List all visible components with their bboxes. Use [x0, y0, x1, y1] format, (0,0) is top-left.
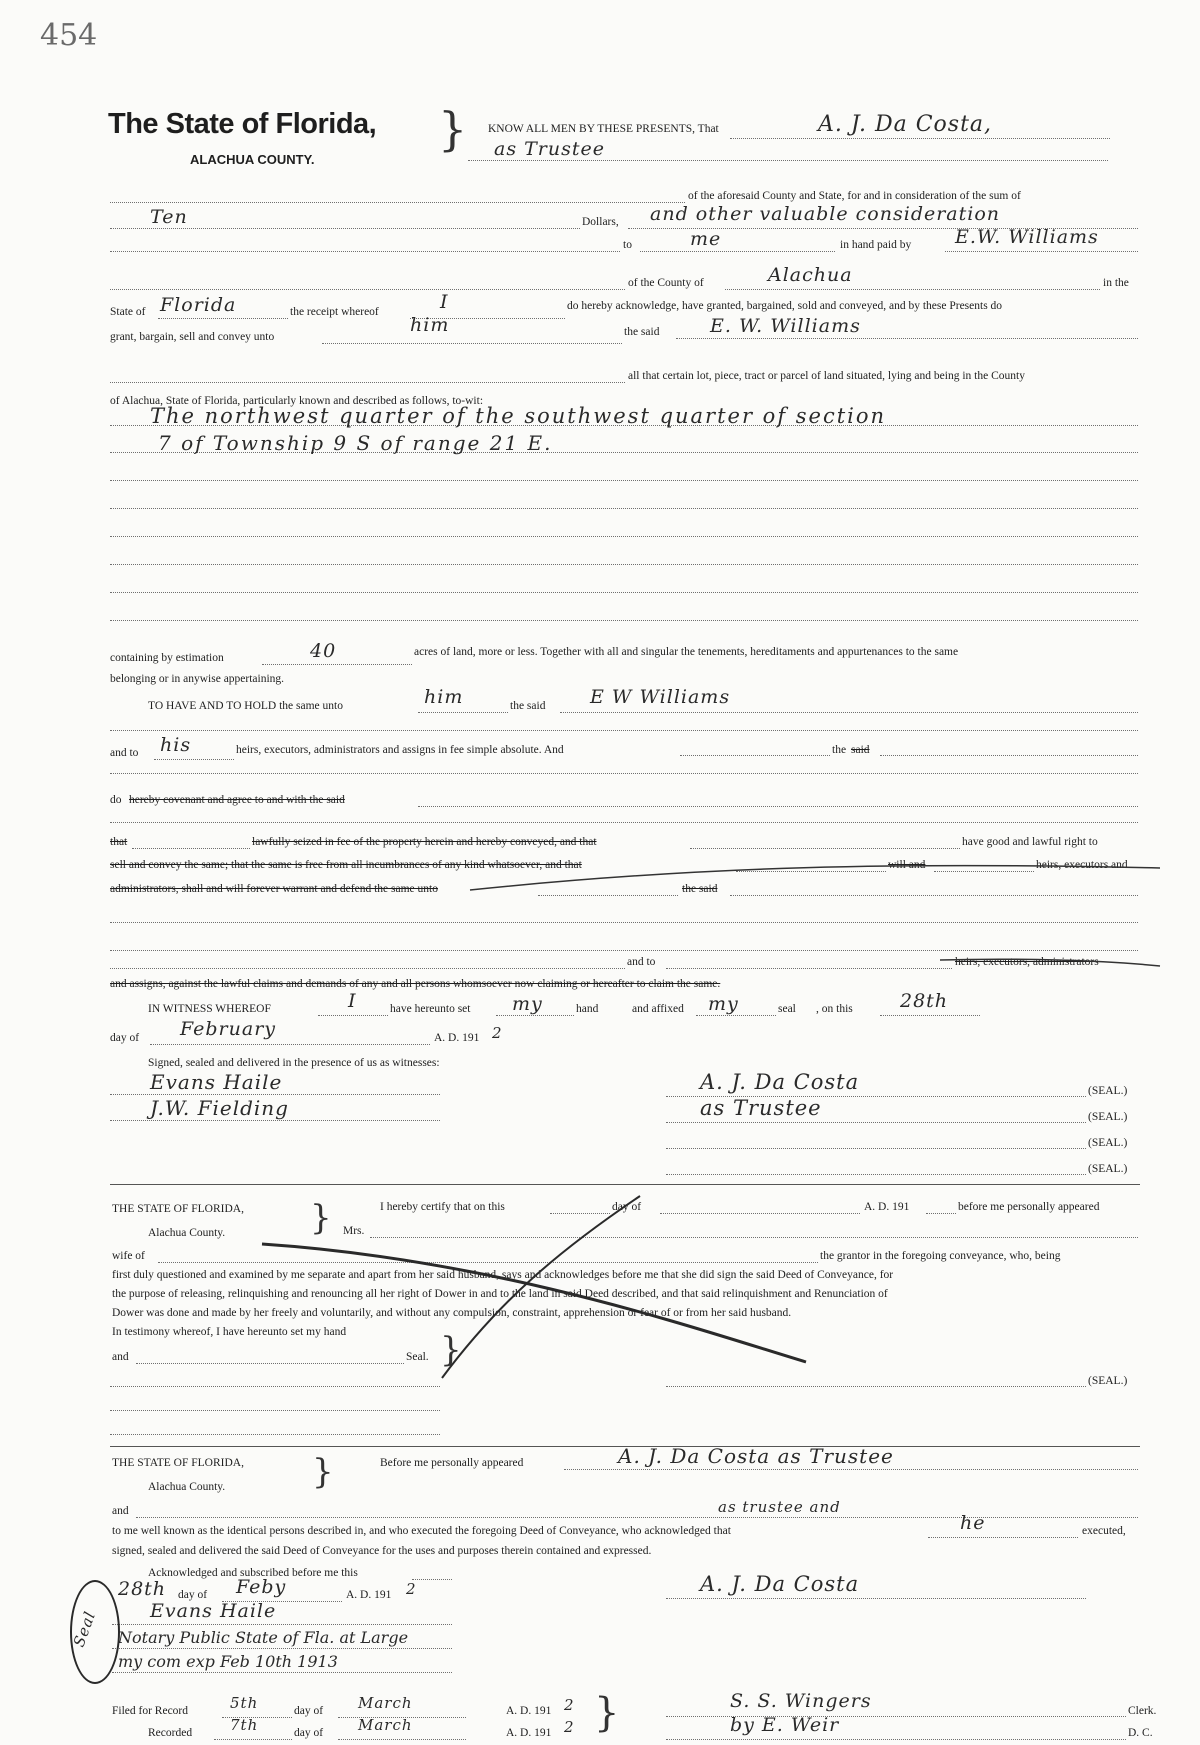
- in-the-label: in the: [1103, 277, 1129, 289]
- ack-year-handwritten: 2: [406, 1580, 417, 1598]
- appeared-handwritten: A. J. Da Costa as Trustee: [618, 1444, 894, 1468]
- filed-day-of: day of: [294, 1705, 324, 1717]
- administrators-struck: administrators, shall and will forever warrant and defend the same unto: [110, 883, 438, 895]
- seal-label-2: (SEAL.): [1088, 1111, 1128, 1123]
- ack-day-handwritten: 28th: [118, 1578, 167, 1600]
- signature-2-handwritten: as Trustee: [700, 1096, 822, 1120]
- other-consideration-handwritten: and other valuable consideration: [650, 203, 1001, 225]
- year-handwritten: 2: [492, 1024, 503, 1042]
- header-brace: }: [438, 102, 468, 156]
- ack-month-handwritten: Feby: [236, 1576, 287, 1598]
- page-number: 454: [40, 18, 98, 53]
- signed-text: Signed, sealed and delivered in the presence of us as witnesses:: [148, 1057, 440, 1069]
- hand-label: hand: [576, 1003, 599, 1015]
- dower-brace-2: }: [440, 1330, 462, 1370]
- acres-handwritten: 40: [310, 640, 337, 662]
- affixed-label: and affixed: [632, 1003, 684, 1015]
- witness-label: IN WITNESS WHEREOF: [148, 1003, 271, 1015]
- grantee-handwritten: E. W. Williams: [710, 315, 861, 337]
- filed-month-handwritten: March: [358, 1694, 413, 1712]
- dower-state: THE STATE OF FLORIDA,: [112, 1203, 244, 1215]
- ack-signature-handwritten: A. J. Da Costa: [700, 1572, 860, 1596]
- hand-handwritten: my: [512, 993, 543, 1015]
- to-label: to: [623, 239, 632, 251]
- wife-of-label: wife of: [112, 1250, 145, 1262]
- dower-and: and: [112, 1351, 129, 1363]
- dower-seal-label: (SEAL.): [1088, 1375, 1128, 1387]
- recorded-label: Recorded: [148, 1727, 193, 1739]
- notary-title-handwritten: Notary Public State of Fla. at Large: [118, 1628, 409, 1647]
- seal-label-4: (SEAL.): [1088, 1163, 1128, 1175]
- ack-and: and: [112, 1505, 129, 1517]
- dower-brace: }: [310, 1198, 332, 1238]
- document-title: The State of Florida,: [108, 108, 377, 140]
- ack-paragraph-2: signed, sealed and delivered the said Deed of Conveyance for the uses and purposes therein contained and expressed.: [112, 1545, 652, 1557]
- grant-handwritten: him: [410, 314, 450, 336]
- testimony-text: In testimony whereof, I have hereunto set my hand: [112, 1326, 347, 1338]
- heirs-exec-2-struck: heirs, executors, administrators: [955, 956, 1099, 968]
- filed-ad: A. D. 191: [506, 1705, 552, 1717]
- seal-label-1: (SEAL.): [1088, 1085, 1128, 1097]
- the-said-label: the said: [624, 326, 660, 338]
- lawfully-struck: lawfully seized in fee of the property herein and hereby conveyed, and that: [252, 836, 597, 848]
- heirs-exec-text: heirs, executors and: [1036, 859, 1128, 871]
- of-alachua-text: of Alachua, State of Florida, particularly known and described as follows, to-wit:: [110, 395, 484, 407]
- assigns-struck: and assigns, against the lawful claims and demands of any and all persons whomsoever now claiming or hereafter to claim the same.: [110, 978, 721, 990]
- containing-label: containing by estimation: [110, 652, 224, 664]
- dower-day-of: day of: [612, 1201, 642, 1213]
- grantor-text: the grantor in the foregoing conveyance, who, being: [820, 1250, 1061, 1262]
- habendum-name-handwritten: E W Williams: [590, 686, 731, 708]
- paid-by-label: in hand paid by: [840, 239, 912, 251]
- state-of-label: State of: [110, 306, 146, 318]
- witness-2-handwritten: J.W. Fielding: [150, 1096, 289, 1120]
- dower-ad: A. D. 191: [864, 1201, 910, 1213]
- record-brace: }: [594, 1690, 620, 1736]
- commission-handwritten: my com exp Feb 10th 1913: [118, 1652, 338, 1671]
- the-label: the: [832, 744, 847, 756]
- dower-county: Alachua County.: [148, 1227, 226, 1239]
- recorded-ad: A. D. 191: [506, 1727, 552, 1739]
- ack-day-of: day of: [178, 1589, 208, 1601]
- deputy-clerk-handwritten: by E. Weir: [730, 1714, 840, 1736]
- notary-name-handwritten: Evans Haile: [150, 1600, 277, 1622]
- seal-label-3: (SEAL.): [1088, 1137, 1128, 1149]
- clerk-handwritten: S. S. Wingers: [730, 1690, 872, 1712]
- receipt-label: the receipt whereof: [290, 306, 379, 318]
- recorded-year-handwritten: 2: [564, 1718, 575, 1736]
- belonging-text: belonging or in anywise appertaining.: [110, 673, 285, 685]
- will-and-struck: will and: [888, 859, 926, 871]
- have-set-label: have hereunto set: [390, 1003, 471, 1015]
- acres-text: acres of land, more or less. Together with all and singular the tenements, hereditaments and appurtenances to the same: [414, 646, 959, 658]
- acknowledged-text: Acknowledged and subscribed before me this: [148, 1567, 358, 1579]
- filed-year-handwritten: 2: [564, 1696, 575, 1714]
- ack-county: Alachua County.: [148, 1481, 226, 1493]
- dower-seal-word: Seal.: [406, 1351, 429, 1363]
- sell-struck: sell and convey the same; that the same is free from all incumbrances of any kind whatsoever, and that: [110, 859, 582, 871]
- certify-text: I hereby certify that on this: [380, 1201, 505, 1213]
- do-label: do: [110, 794, 122, 806]
- county-handwritten: Alachua: [768, 264, 853, 286]
- seal-handwritten: my: [708, 993, 739, 1015]
- notary-seal-handwritten: Seal: [69, 1608, 100, 1650]
- recorded-month-handwritten: March: [358, 1716, 413, 1734]
- covenant-struck: hereby covenant and agree to and with the said: [129, 794, 345, 806]
- county-of-label: of the County of: [628, 277, 704, 289]
- ack-state: THE STATE OF FLORIDA,: [112, 1457, 244, 1469]
- recorded-day-of: day of: [294, 1727, 324, 1739]
- to-handwritten: me: [690, 228, 722, 250]
- dower-paragraph-3: Dower was done and made by her freely and voluntarily, and without any compulsion, constraint, apprehension or fear of or from her said husband.: [112, 1307, 792, 1319]
- amount-handwritten: Ten: [150, 206, 188, 228]
- description-line-1: The northwest quarter of the southwest quarter of section: [150, 404, 887, 428]
- witness-1-handwritten: Evans Haile: [150, 1070, 283, 1094]
- witness-handwritten: I: [348, 990, 357, 1012]
- county-heading: ALACHUA COUNTY.: [190, 152, 315, 167]
- grant-label: grant, bargain, sell and convey unto: [110, 331, 275, 343]
- day-of-label: day of: [110, 1032, 140, 1044]
- month-handwritten: February: [180, 1018, 277, 1040]
- and-to-2: and to: [627, 956, 656, 968]
- mrs-label: Mrs.: [343, 1225, 365, 1237]
- acknowledge-text: do hereby acknowledge, have granted, bargained, sold and conveyed, and by these Presents do: [567, 300, 1003, 312]
- paid-by-handwritten: E.W. Williams: [955, 226, 1099, 248]
- before-text: Before me personally appeared: [380, 1457, 524, 1469]
- dower-paragraph-2: the purpose of releasing, relinquishing and renouncing all her right of Dower in and to the land in said Deed described, and that said relinquishment and Renunciation of: [112, 1288, 888, 1300]
- signature-1-handwritten: A. J. Da Costa: [700, 1070, 860, 1094]
- clerk-label: Clerk.: [1128, 1705, 1157, 1717]
- ad-label: A. D. 191: [434, 1032, 480, 1044]
- he-handwritten: he: [960, 1512, 986, 1534]
- all-certain-text: all that certain lot, piece, tract or parcel of land situated, lying and being in the County: [628, 370, 1025, 382]
- consideration-text: of the aforesaid County and State, for and in consideration of the sum of: [688, 190, 1021, 202]
- filed-day-handwritten: 5th: [230, 1694, 259, 1712]
- dc-label: D. C.: [1128, 1727, 1153, 1739]
- day-handwritten: 28th: [900, 990, 949, 1012]
- the-said-struck: the said: [682, 883, 718, 895]
- have-good-text: have good and lawful right to: [962, 836, 1098, 848]
- dower-paragraph-1: first duly questioned and examined by me separate and apart from her said husband, says and acknowledges before me that she did sign the said Deed of Conveyance, for: [112, 1269, 894, 1281]
- description-line-2: 7 of Township 9 S of range 21 E.: [158, 431, 553, 455]
- habendum-handwritten: him: [424, 686, 464, 708]
- ack-ad: A. D. 191: [346, 1589, 392, 1601]
- seal-on-label: seal: [778, 1003, 796, 1015]
- grantor-handwritten: A. J. Da Costa,: [818, 112, 993, 137]
- executed-label: executed,: [1082, 1525, 1126, 1537]
- dollars-label: Dollars,: [582, 216, 619, 228]
- and-to-handwritten: his: [160, 734, 192, 756]
- and-to-label: and to: [110, 747, 139, 759]
- ack-paragraph-1: to me well known as the identical persons described in, and who executed the foregoing Deed of Conveyance, who acknowledged that: [112, 1525, 731, 1537]
- heirs-text: heirs, executors, administrators and assigns in fee simple absolute. And: [236, 744, 564, 756]
- receipt-handwritten: I: [440, 291, 449, 313]
- filed-label: Filed for Record: [112, 1705, 189, 1717]
- recorded-day-handwritten: 7th: [230, 1716, 259, 1734]
- habendum-label: TO HAVE AND TO HOLD the same unto: [148, 700, 343, 712]
- said-struck: said: [851, 744, 870, 756]
- appeared-text: before me personally appeared: [958, 1201, 1100, 1213]
- preamble: KNOW ALL MEN BY THESE PRESENTS, That: [488, 123, 719, 135]
- as-trustee-handwritten: as trustee and: [718, 1498, 841, 1516]
- state-handwritten: Florida: [160, 294, 237, 316]
- ack-brace: }: [312, 1452, 334, 1492]
- on-this-label: , on this: [816, 1003, 853, 1015]
- that-struck: that: [110, 836, 128, 848]
- grantor-capacity-handwritten: as Trustee: [494, 138, 605, 160]
- habendum-said: the said: [510, 700, 546, 712]
